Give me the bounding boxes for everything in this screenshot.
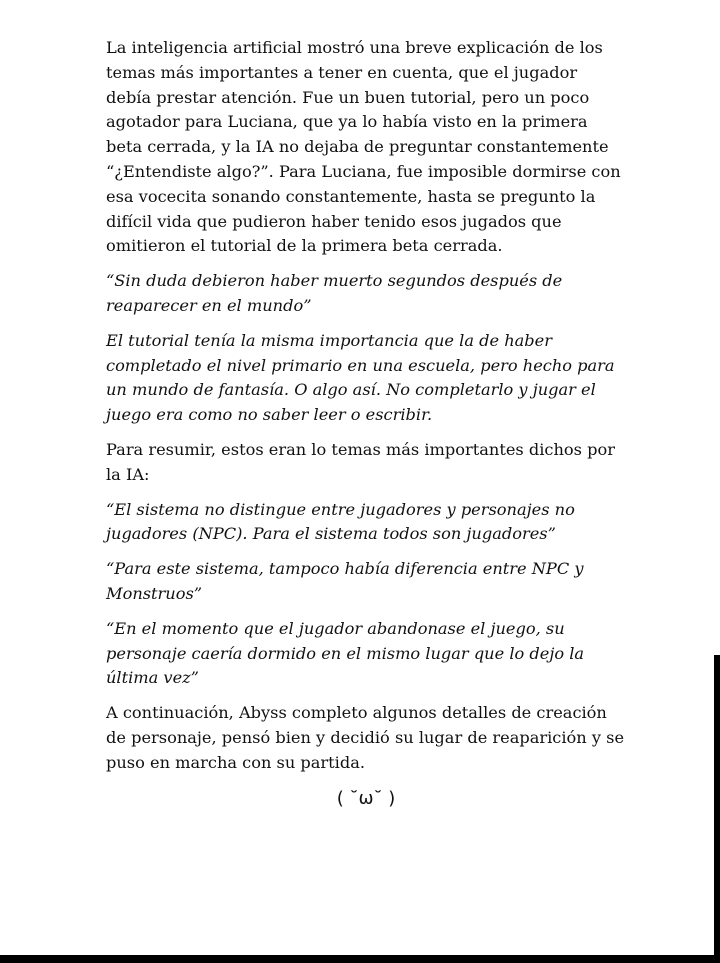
paragraph-3: El tutorial tenía la misma importancia que la de haber completado el nivel primario en una escuela, pero hecho para un mundo de fantasía. O algo así. No completarlo y jugar el juego era como no saber leer o escribir.: [106, 330, 615, 425]
paragraph-1: La inteligencia artificial mostró una breve explicación de los temas más importantes a tener en cuenta, que el jugador debía prestar atención. Fue un buen tutorial, pero un poco agotador para Luciana, que ya lo había visto en la primera beta cerrada, y la IA no dejaba de preguntar constantemente “¿Entendiste algo?”. Para Luciana, fue imposible dormirse con esa vocecita sonando constantemente, hasta se pregunto la difícil vida que pudieron haber tenido esos jugados que omitieron el tutorial de la primera beta cerrada.: [106, 38, 621, 256]
paragraph-5: “El sistema no distingue entre jugadores y personajes no jugadores (NPC). Para el sistema todos son jugadores”: [106, 499, 575, 544]
bottom-edge-strip: [0, 955, 720, 963]
emoticon: ( ˘ω˘ ): [336, 787, 396, 809]
paragraph-2: “Sin duda debieron haber muerto segundos después de reaparecer en el mundo”: [106, 271, 563, 315]
paragraph-6: “Para este sistema, tampoco había diferencia entre NPC y Monstruos”: [106, 559, 584, 603]
paragraph-4: Para resumir, estos eran lo temas más importantes dichos por la IA:: [106, 439, 615, 484]
document-content: [106, 36, 626, 812]
paragraph-7: “En el momento que el jugador abandonase el juego, su personaje caería dormido en el mismo lugar que lo dejo la última vez”: [106, 618, 585, 688]
right-edge-strip: [714, 0, 720, 963]
paragraph-8: A continuación, Abyss completo algunos detalles de creación de personaje, pensó bien y decidió su lugar de reaparición y se puso en marcha con su partida.: [106, 703, 625, 772]
